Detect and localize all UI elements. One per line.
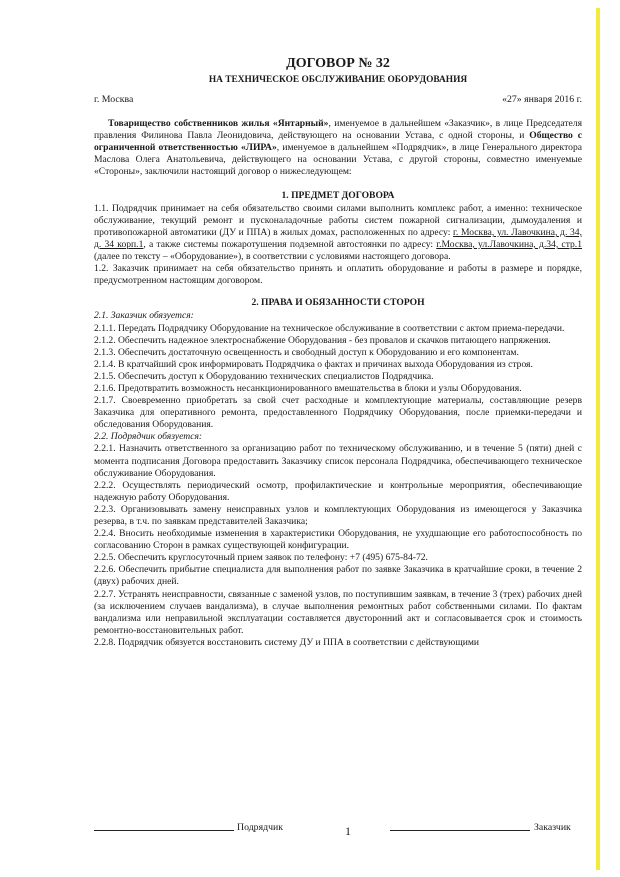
clause-2-2-5: 2.2.5. Обеспечить круглосуточный прием заявок по телефону: +7 (495) 675-84-72. [94,552,428,564]
contract-date: «27» января 2016 г. [502,94,582,105]
page-number: 1 [345,824,351,838]
clause-2-1-4: 2.1.4. В кратчайший срок информировать Подрядчика о фактах и причинах выхода Оборудования из строя. [94,358,533,370]
clause-2-2-8: 2.2.8. Подрядчик обязуется восстановить систему ДУ и ППА в соответствии с действующими [94,636,480,648]
page-footer [94,822,582,844]
clause-2-1-3: 2.1.3. Обеспечить достаточную освещенность и свободный доступ к Оборудованию и его компонентам. [94,346,519,358]
city: г. Москва [94,94,134,105]
address-1: г. Москва, ул. Лавочкина, д. 34, д. 34 корп.1 [94,226,583,250]
clause-2-1-1: 2.1.1. Передать Подрядчику Оборудование на техническое обслуживание в соответствии с актом приема-передачи. [94,322,565,334]
clause-1-1 [94,203,582,263]
clause-2-2-6: 2.2.6. Обеспечить прибытие специалиста для выполнения работ по заявке Заказчика в кратчайшие сроки, в течение 2 (двух) рабочих дней. [94,564,582,588]
clause-2-2-4: 2.2.4. Вносить необходимые изменения в характеристики Оборудования, не ухудшающие его работоспособность по согласованию Сторон в рамках существующей конфигурации. [94,528,582,552]
customer-signature-label: Заказчик [534,822,571,833]
document-title: ДОГОВОР № 32 [286,56,390,71]
clause-2-2-7: 2.2.7. Устранять неисправности, связанные с заменой узлов, по поступившим заявкам, в течение 3 (трех) рабочих дней (за исключением случаев вандализма), в случае выполнения ремонтных работ собственными силами. По фактам вандализма или неправильной эксплуатации составляется двусторонний акт и согласовывается срок и стоимость ремонтно-восстановительных работ. [94,588,582,636]
subsection-customer-obligations: 2.1. Заказчик обязуется: [94,310,194,322]
contractor-signature-label: Подрядчик [237,822,283,833]
clause-2-2-2: 2.2.2. Осуществлять периодический осмотр, профилактические и контрольные мероприятия, обеспечивающие надежную работу Оборудования. [94,479,582,503]
subsection-contractor-obligations: 2.2. Подрядчик обязуется: [94,431,203,443]
address-2: г.Москва, ул.Лавочкина, д.34, стр.1 [436,238,582,250]
clause-2-1-5: 2.1.5. Обеспечить доступ к Оборудованию технических специалистов Подрядчика. [94,370,434,382]
document-subtitle: НА ТЕХНИЧЕСКОЕ ОБСЛУЖИВАНИЕ ОБОРУДОВАНИЯ [208,75,468,85]
intro-text-2: , именуемое в дальнейшем «Подрядчик», в лице Генерального директора Маслова Олега Анатольевича, действующего на основании Устава, с другой стороны, совместно именуемые «Стороны», заключили настоящий договор о нижеследующем: [94,142,582,178]
clause-2-1-2: 2.1.2. Обеспечить надежное электроснабжение Оборудования - без провалов и скачков питающего напряжения. [94,334,551,346]
clause-2-2-1: 2.2.1. Назначить ответственного за организацию работ по техническому обслуживанию, и в течение 5 (пяти) дней с момента подписания Договора предоставить Заказчику список персонала Подрядчика, обеспечивающего техническое обслуживание Оборудования. [94,443,582,479]
contractor-signature-line [94,830,234,831]
clause-1-1-text-a: 1.1. Подрядчик принимает на себя обязательство своими силами выполнить комплекс работ, а именно: техническое обслуживание, текущий ремонт и пусконаладочные работы систем пожарной сигнализации, дымоудаления и противопожарной автоматики (ДУ и ППА) в жилых домах, расположенных по адресу: [94,202,582,238]
section-2-heading: 2. ПРАВА И ОБЯЗАННОСТИ СТОРОН [251,297,425,309]
place-date-row [94,94,582,106]
clause-2-2-3: 2.2.3. Организовывать замену неисправных узлов и комплектующих Оборудования из имеющегося у Заказчика резерва, в т.ч. по заявкам представителей Заказчика; [94,503,582,527]
customer-signature-line [390,830,530,831]
section-1-heading: 1. ПРЕДМЕТ ДОГОВОРА [281,189,395,201]
clause-2-1-6: 2.1.6. Предотвратить возможность несанкционированного вмешательства в блоки и узлы Оборудования. [94,382,522,394]
spacer [94,287,582,297]
clause-1-1-text-c: (далее по тексту – «Оборудование»), в соответствии с условиями настоящего договора. [94,251,451,263]
party-customer: Товарищество собственников жилья «Янтарный» [108,118,329,130]
document-page [94,56,582,649]
clause-2-1-7: 2.1.7. Своевременно приобретать за свой счет расходные и комплектующие материалы, составляющие резерв Заказчика для оперативного ремонта, предоставленного Подрядчику Оборудования, после приемки-передачи и обследования Оборудования. [94,395,582,431]
intro-text-1: , именуемое в дальнейшем «Заказчик», в лице Председателя правления Филинова Павла Леонидовича, действующего на основании Устава, с одной стороны, и [94,118,583,142]
intro-paragraph [94,118,582,178]
clause-1-2: 1.2. Заказчик принимает на себя обязательство принять и оплатить оборудование и работы в размере и порядке, предусмотренном настоящим договором. [94,263,582,287]
clause-1-1-text-b: , а также системы пожаротушения подземной автостоянки по адресу: [143,238,437,250]
yellow-margin-line [596,8,600,870]
party-contractor: Общество с ограниченной ответственностью «ЛИРА» [94,130,582,154]
